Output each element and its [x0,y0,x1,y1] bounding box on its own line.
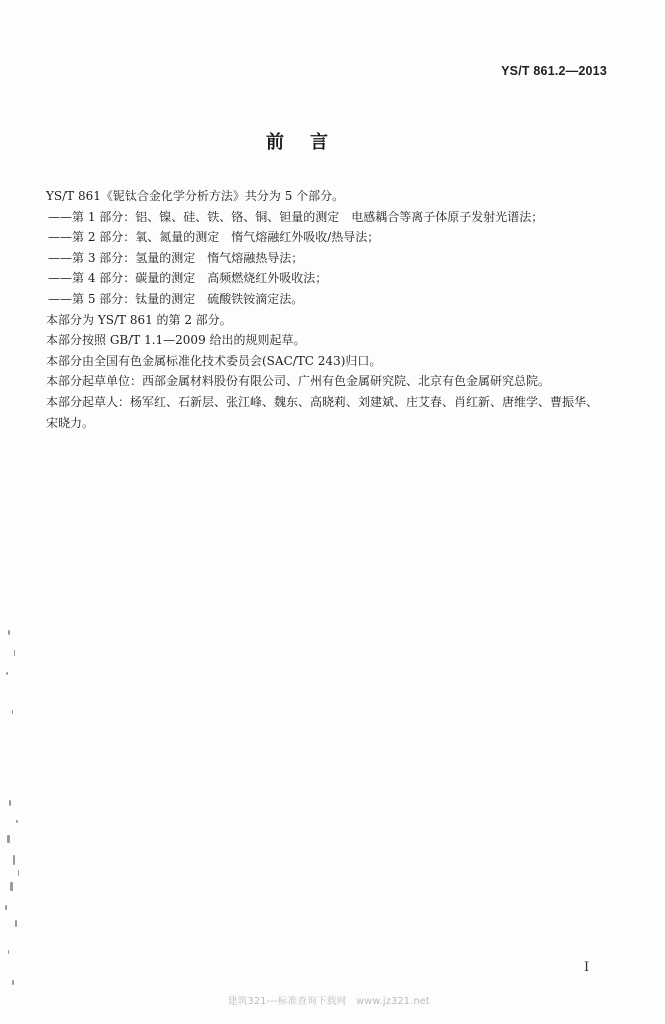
body-line: 本部分为 YS/T 861 的第 2 部分。 [46,312,232,327]
scan-speck [8,630,10,635]
scan-speck [8,950,9,954]
scan-speck [7,835,10,843]
scan-speck [14,650,15,656]
scan-speck [16,820,18,823]
part-list-item: ——第 4 部分：碳量的测定 高频燃烧红外吸收法； [48,271,328,286]
page-title: 前言 [266,132,354,153]
body-line: 本部分起草单位：西部金属材料股份有限公司、广州有色金属研究院、北京有色金属研究总院。 [46,374,551,389]
scan-speck [13,855,15,865]
page-number: I [584,960,590,975]
scan-speck [18,870,19,876]
scan-speck [12,710,13,714]
scan-speck [9,800,11,806]
standard-code: YS/T 861.2—2013 [501,64,607,78]
part-list-item: ——第 5 部分：钛量的测定 硫酸铁铵滴定法。 [48,291,304,306]
foreword-body [46,186,626,433]
part-list-item: ——第 2 部分：氧、氮量的测定 惰气熔融红外吸收/热导法； [48,230,380,245]
watermark-text: 建筑321---标准查询下载网 www.jz321.net [228,996,430,1007]
scan-speck [15,920,17,927]
part-list-item: ——第 3 部分：氢量的测定 惰气熔融热导法； [48,250,304,265]
body-line: 本部分按照 GB/T 1.1—2009 给出的规则起草。 [46,333,306,348]
scan-speck [10,882,13,891]
body-line: YS/T 861《铌钛合金化学分析方法》共分为 5 个部分。 [46,189,345,203]
scan-edge-noise [2,620,26,1020]
scan-speck [6,672,8,675]
part-list-item: ——第 1 部分：铝、镍、硅、铁、铬、铜、钽量的测定 电感耦合等离子体原子发射光谱法； [48,209,544,224]
body-line: 宋晓力。 [46,415,95,430]
body-line: 本部分起草人：杨军红、石新层、张江峰、魏东、高晓莉、刘建斌、庄艾春、肖红新、唐维学、曹振华、 [46,394,599,409]
scan-speck [5,905,7,910]
scan-speck [12,980,14,985]
body-line: 本部分由全国有色金属标准化技术委员会(SAC/TC 243)归口。 [46,353,382,368]
